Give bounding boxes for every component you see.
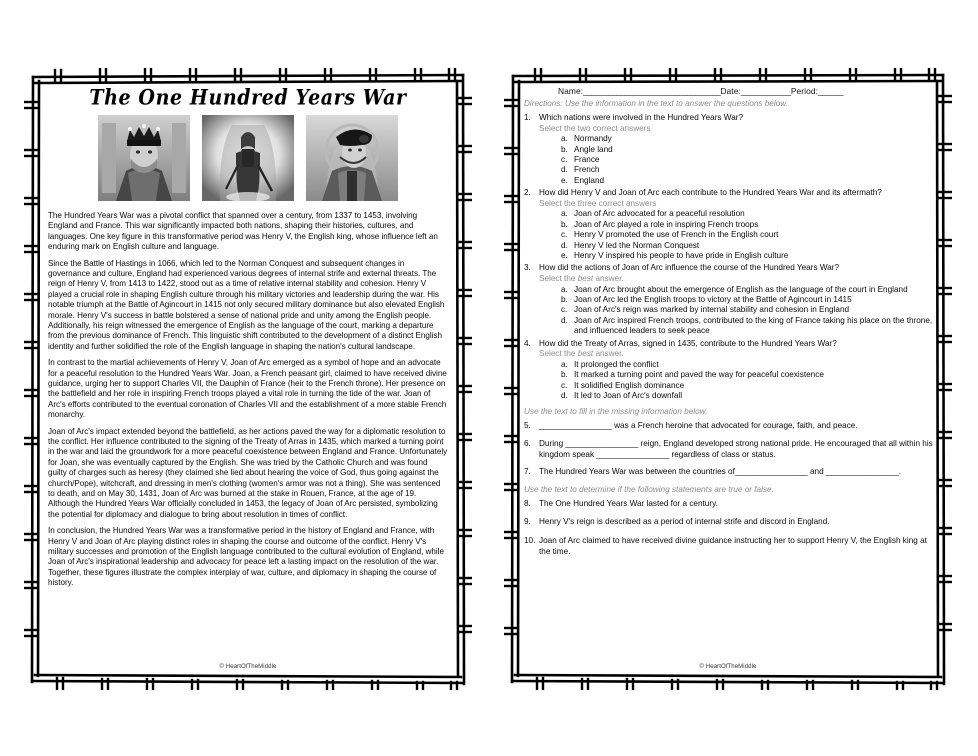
option-letter: d. xyxy=(561,315,568,325)
joan-of-arc-portrait xyxy=(202,115,294,201)
option-a[interactable] xyxy=(539,209,934,219)
footer-credit-left: © HeartOfTheMiddle xyxy=(219,664,277,670)
option-d[interactable] xyxy=(539,165,934,175)
question-number: 3. xyxy=(524,263,531,273)
option-b[interactable] xyxy=(539,145,934,155)
footer-credit-right: © HeartOfTheMiddle xyxy=(699,664,757,670)
period-input-blank[interactable]: ______ xyxy=(818,86,844,96)
option-list xyxy=(539,209,934,261)
option-b[interactable] xyxy=(539,295,934,305)
option-letter: c. xyxy=(561,305,568,315)
option-a[interactable] xyxy=(539,360,934,370)
question-text: Joan of Arc claimed to have received divine guidance instructing her to support Henry V, the English king at the time. xyxy=(539,536,927,556)
option-letter: a. xyxy=(561,359,568,369)
option-e[interactable] xyxy=(539,251,934,261)
option-text: Joan of Arc brought about the emergence of English as the language of the court in England xyxy=(574,284,908,294)
question-4 xyxy=(522,339,934,402)
question-number: 6. xyxy=(524,439,531,449)
question-stem: Which nations were involved in the Hundred Years War? xyxy=(539,113,744,122)
date-label: Date: xyxy=(720,86,741,96)
option-e[interactable] xyxy=(539,176,934,186)
question-number: 1. xyxy=(524,113,531,122)
period-label: Period: xyxy=(790,86,819,96)
option-letter: c. xyxy=(561,380,568,390)
question-number: 7. xyxy=(524,467,531,477)
question-hint: Select the three correct answers xyxy=(539,198,657,208)
question-6[interactable] xyxy=(522,439,934,460)
option-letter: d. xyxy=(561,240,568,250)
option-a[interactable] xyxy=(539,285,934,295)
option-text: It marked a turning point and paved the way for peaceful coexistence xyxy=(574,370,824,380)
option-text: Joan of Arc led the English troops to victory at the Battle of Agincourt in 1415 xyxy=(574,295,852,305)
question-text: The One Hundred Years War lasted for a century. xyxy=(539,498,718,508)
nobleman-portrait xyxy=(306,115,398,201)
directions-fill-in-blank: Use the text to fill in the missing information below. xyxy=(524,407,708,417)
option-c[interactable] xyxy=(539,230,934,240)
option-list xyxy=(539,285,934,337)
option-text: Joan of Arc advocated for a peaceful resolution xyxy=(574,209,745,219)
question-3 xyxy=(522,263,934,336)
option-text: It prolonged the conflict xyxy=(574,359,659,369)
questions-page xyxy=(504,68,952,690)
passage-body xyxy=(42,211,454,589)
question-1 xyxy=(522,113,934,186)
option-c[interactable] xyxy=(539,381,934,391)
option-d[interactable] xyxy=(539,316,934,337)
king-henry-portrait xyxy=(98,115,190,201)
passage-paragraph-1: The Hundred Years War was a pivotal conflict that spanned over a century, from 1337 to 1453, involving England and France. This war significantly impacted both nations, shaping their histories, cultures, and languages. One key figure in this transformative period was Henry V, the English king, whose influence left an enduring mark on English culture and language. xyxy=(48,210,438,252)
option-text: Angle land xyxy=(574,144,613,154)
question-text: During ________________ reign, England developed strong national pride. He encouraged that all within his kingdom speak ________________ regardless of class or status. xyxy=(539,439,933,459)
question-5[interactable] xyxy=(522,421,934,432)
option-a[interactable] xyxy=(539,134,934,144)
reading-page-content xyxy=(42,82,454,672)
option-text: It solidified English dominance xyxy=(574,380,685,390)
date-input-blank[interactable]: ____________ xyxy=(740,86,791,96)
option-text: French xyxy=(574,165,600,175)
option-text: Henry V led the Norman Conquest xyxy=(574,240,700,250)
option-d[interactable] xyxy=(539,241,934,251)
option-letter: e. xyxy=(561,175,568,185)
multiple-choice-list xyxy=(522,113,934,401)
option-letter: a. xyxy=(561,209,568,219)
option-letter: c. xyxy=(561,155,568,164)
option-text: Joan of Arc played a role in inspiring French troops xyxy=(574,219,759,229)
question-number: 10. xyxy=(524,536,536,546)
question-stem: How did the Treaty of Arras, signed in 1435, contribute to the Hundred Years War? xyxy=(539,338,837,348)
passage-paragraph-2: Since the Battle of Hastings in 1066, which led to the Norman Conquest and subsequent changes in governance and culture, England had experienced various degrees of internal strife and external threats. The reign of Henry V, from 1413 to 1422, stood out as a time of relative internal stability and cohesion. Henry V played a crucial role in shaping English culture through his military victories and leadership during the war. His notable triumph at the Battle of Agincourt in 1415 not only secured military dominance but also elevated English morale. Henry V's success in battle bolstered a sense of national pride and unity among the English people. Additionally, his reign witnessed the emergence of English as the language of the court, marking a departure from the previous dominance of French. This linguistic shift contributed to the development of a distinct English identity and further solidified the role of the English language in shaping the nation's cultural landscape. xyxy=(48,258,445,351)
option-text: Joan of Arc's reign was marked by internal stability and cohesion in England xyxy=(574,305,850,315)
option-c[interactable] xyxy=(539,305,934,315)
option-list xyxy=(539,360,934,402)
option-b[interactable] xyxy=(539,220,934,230)
directions-true-false: Use the text to determine if the following statements are true or false. xyxy=(524,484,774,494)
questions-page-content xyxy=(522,82,934,672)
question-number: 8. xyxy=(524,498,531,508)
reading-passage-page xyxy=(24,68,472,690)
question-8[interactable] xyxy=(522,499,934,510)
student-info-row xyxy=(522,86,934,96)
question-hint: Select the best answer. xyxy=(539,349,624,359)
option-letter: a. xyxy=(561,134,568,144)
question-hint: Select the best answer. xyxy=(539,274,624,284)
option-c[interactable] xyxy=(539,155,934,165)
passage-paragraph-4: Joan of Arc's impact extended beyond the battlefield, as her actions paved the way for a diplomatic resolution to the conflict. Her influence contributed to the signing of the Treaty of Arras in 1435, which marked a turning point in the war and laid the groundwork for a more peaceful coexistence between England and France. Unfortunately for Joan, she was eventually captured by the English. She was tried by the Catholic Church and was found guilty of charges such as heresy (they claimed she lied about hearing the voice of God, thus going against the church/Pope), witchcraft, and dressing in men's clothing (women's armor was not a thing). She was sentenced to death, and on May 30, 1431, Joan of Arc was burned at the stake in Rouen, France, at the age of 19. Although the Hundred Years War officially concluded in 1453, the legacy of Joan of Arc persisted, symbolizing the potential for diplomacy and dialogue to bring about resolution in times of conflict. xyxy=(48,426,448,519)
name-input-blank[interactable]: _________________________________ xyxy=(583,86,721,96)
option-text: Henry V inspired his people to have pride in English culture xyxy=(574,251,789,261)
passage-paragraph-3: In contrast to the martial achievements of Henry V, Joan of Arc emerged as a symbol of hope and an advocate for a peaceful resolution to the Hundred Years War. Joan, a French peasant girl, claimed to have received divine guidance, urging her to support Charles VII, the Dauphin of France (heir to the French throne). Her presence on the battlefield and her role in inspiring French troops played a vital role in turning the tide of the war. Joan of Arc's efforts contributed to the eventual coronation of Charles VII and the establishment of a more stable French monarchy. xyxy=(48,358,447,420)
option-d[interactable] xyxy=(539,391,934,401)
question-number: 5. xyxy=(524,421,531,431)
option-b[interactable] xyxy=(539,370,934,380)
question-number: 2. xyxy=(524,188,531,198)
option-text: England xyxy=(574,175,605,185)
question-2 xyxy=(522,188,934,261)
option-text: Joan of Arc inspired French troops, contributed to the king of France taking his place on the throne, and influenced leaders to seek peace xyxy=(574,315,933,336)
question-text: Henry V's reign is described as a period of internal strife and discord in England. xyxy=(539,517,830,527)
question-text: The Hundred Years War was between the countries of________________ and ________________. xyxy=(539,467,902,477)
option-letter: a. xyxy=(561,284,568,294)
question-hint: Select the two correct answers xyxy=(539,123,651,133)
option-letter: d. xyxy=(561,165,568,175)
option-text: Normandy xyxy=(574,134,612,144)
option-letter: e. xyxy=(561,251,568,261)
option-letter: b. xyxy=(561,219,568,229)
question-9[interactable] xyxy=(522,517,934,528)
question-stem: How did the actions of Joan of Arc influence the course of the Hundred Years War? xyxy=(539,263,840,273)
option-letter: c. xyxy=(561,230,568,240)
name-label: Name: xyxy=(558,86,584,96)
question-number: 4. xyxy=(524,338,531,348)
question-10[interactable] xyxy=(522,536,934,557)
true-false-list xyxy=(522,499,934,557)
option-text: It led to Joan of Arc's downfall xyxy=(574,391,683,401)
option-letter: b. xyxy=(561,144,568,154)
question-7[interactable] xyxy=(522,467,934,478)
option-text: Henry V promoted the use of French in the English court xyxy=(574,230,779,240)
passage-paragraph-5: In conclusion, the Hundred Years War was a transformative period in the history of England and France, with Henry V and Joan of Arc playing distinct roles in shaping the course and outcome of the conflict. Henry V's military successes and promotion of the English language contributed to the cultural evolution of England, while Joan of Arc's inspirational leadership and advocacy for peace left a lasting impact on the resolution of the war. Together, these figures illustrate the complex interplay of war, culture, and diplomacy in shaping the course of history. xyxy=(48,526,444,588)
portrait-image-strip xyxy=(42,115,454,201)
page-title: The One Hundred Years War xyxy=(89,85,407,111)
option-list xyxy=(539,134,934,186)
question-number: 9. xyxy=(524,517,531,527)
question-stem: How did Henry V and Joan of Arc each contribute to the Hundred Years War and its aftermath? xyxy=(539,188,882,198)
option-letter: b. xyxy=(561,295,568,305)
question-text: ________________ was a French heroine that advocated for courage, faith, and peace. xyxy=(539,421,858,431)
option-letter: d. xyxy=(561,391,568,401)
directions-top: Directions: Use the information in the text to answer the questions below. xyxy=(524,99,788,108)
fill-in-blank-list xyxy=(522,421,934,477)
option-letter: b. xyxy=(561,370,568,380)
option-text: France xyxy=(574,155,600,164)
